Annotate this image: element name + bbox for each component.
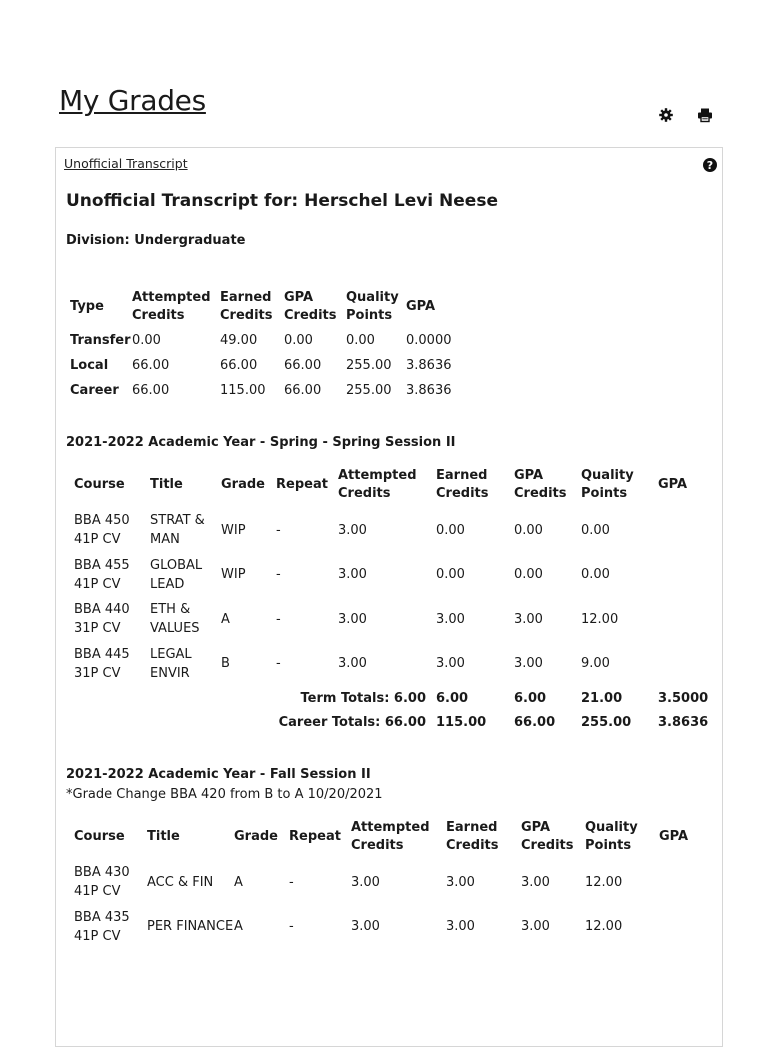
table-row	[74, 508, 710, 553]
course-code: BBA 445 31P CV	[74, 646, 130, 681]
table-row	[74, 553, 710, 598]
grade: A	[234, 919, 243, 935]
table-row	[74, 905, 710, 950]
cell: 66.00	[284, 383, 322, 398]
gpa	[658, 642, 710, 687]
quality-points: 12.00	[581, 611, 619, 627]
gpa-credits: 3.00	[514, 656, 543, 672]
row-type: Transfer	[70, 333, 131, 348]
term-totals-row	[74, 686, 710, 711]
transcript-heading: Unofficial Transcript for: Herschel Levi Neese	[66, 191, 498, 211]
grade: A	[234, 874, 243, 890]
course-code: BBA 430 41P CV	[74, 865, 130, 900]
col-header-title: Title	[150, 476, 183, 492]
career-totals-earned: 115.00	[436, 715, 487, 731]
course-title: PER FINANCE	[147, 919, 234, 935]
col-header-earned: Earned Credits	[220, 289, 273, 323]
gpa	[658, 553, 710, 598]
course-title: GLOBAL LEAD	[150, 557, 203, 592]
summary-table	[70, 286, 460, 403]
course-title: LEGAL ENVIR	[150, 646, 192, 681]
term-totals-quality-points: 21.00	[581, 690, 623, 706]
col-header-attempted: Attempted Credits	[132, 289, 211, 323]
cell: 0.0000	[406, 333, 452, 348]
table-row	[74, 860, 710, 905]
cell: 49.00	[220, 333, 258, 348]
col-header-repeat: Repeat	[276, 476, 328, 492]
row-type: Local	[70, 358, 109, 373]
col-header-quality-points: Quality Points	[346, 289, 399, 323]
attempted-credits: 3.00	[338, 656, 367, 672]
repeat: -	[276, 611, 281, 627]
term-course-table	[74, 814, 710, 949]
cell: 0.00	[132, 333, 161, 348]
grade-change-note: *Grade Change BBA 420 from B to A 10/20/2021	[66, 787, 383, 802]
earned-credits: 0.00	[436, 567, 465, 583]
course-code: BBA 455 41P CV	[74, 557, 130, 592]
career-totals-gpa: 3.8636	[658, 715, 709, 731]
col-header-grade: Grade	[221, 476, 265, 492]
col-header-attempted: Attempted Credits	[338, 467, 417, 501]
col-header-earned: Earned Credits	[446, 819, 499, 853]
term-totals-gpa: 3.5000	[658, 690, 709, 706]
term-totals-earned: 6.00	[436, 690, 469, 706]
term-title: 2021-2022 Academic Year - Spring - Spring Session II	[66, 435, 456, 450]
cell: 66.00	[220, 358, 258, 373]
cell: 3.8636	[406, 383, 452, 398]
gpa-credits: 3.00	[514, 611, 543, 627]
quality-points: 0.00	[581, 522, 610, 538]
gpa	[659, 860, 710, 905]
col-header-course: Course	[74, 828, 125, 844]
attempted-credits: 3.00	[338, 611, 367, 627]
col-header-earned: Earned Credits	[436, 467, 489, 501]
repeat: -	[276, 567, 281, 583]
repeat: -	[289, 874, 294, 890]
table-row	[70, 378, 460, 403]
course-header-row	[74, 814, 710, 860]
col-header-type: Type	[70, 298, 104, 314]
col-header-attempted: Attempted Credits	[351, 819, 430, 853]
page-title: My Grades	[59, 84, 206, 117]
table-row	[70, 353, 460, 378]
grade: WIP	[221, 522, 246, 538]
attempted-credits: 3.00	[338, 567, 367, 583]
gpa	[658, 597, 710, 642]
repeat: -	[289, 919, 294, 935]
gpa-credits: 3.00	[521, 919, 550, 935]
col-header-gpa-credits: GPA Credits	[284, 289, 337, 323]
cell: 66.00	[284, 358, 322, 373]
career-totals-quality-points: 255.00	[581, 715, 632, 731]
term-totals-label: Term Totals: 6.00	[300, 690, 426, 706]
transcript-panel	[55, 147, 723, 1047]
quality-points: 9.00	[581, 656, 610, 672]
attempted-credits: 3.00	[351, 874, 380, 890]
quality-points: 12.00	[585, 919, 623, 935]
col-header-gpa-credits: GPA Credits	[521, 819, 574, 853]
grade: B	[221, 656, 230, 672]
course-title: ETH & VALUES	[150, 602, 200, 637]
summary-header-row	[70, 286, 460, 328]
repeat: -	[276, 522, 281, 538]
col-header-grade: Grade	[234, 828, 278, 844]
cell: 255.00	[346, 383, 392, 398]
repeat: -	[276, 656, 281, 672]
gear-icon[interactable]	[658, 107, 674, 123]
quality-points: 12.00	[585, 874, 623, 890]
career-totals-label: Career Totals: 66.00	[278, 715, 426, 731]
earned-credits: 3.00	[446, 919, 475, 935]
cell: 115.00	[220, 383, 266, 398]
term-course-table	[74, 462, 710, 735]
col-header-gpa: GPA	[659, 828, 689, 844]
grade: A	[221, 611, 230, 627]
col-header-title: Title	[147, 828, 180, 844]
attempted-credits: 3.00	[351, 919, 380, 935]
gpa-credits: 0.00	[514, 522, 543, 538]
course-title: ACC & FIN	[147, 874, 214, 890]
question-circle-icon[interactable]	[702, 157, 718, 173]
col-header-gpa: GPA	[658, 476, 688, 492]
term-title: 2021-2022 Academic Year - Fall Session II	[66, 767, 371, 782]
cell: 66.00	[132, 383, 170, 398]
course-title: STRAT & MAN	[150, 513, 205, 548]
cell: 255.00	[346, 358, 392, 373]
col-header-quality-points: Quality Points	[585, 819, 638, 853]
col-header-repeat: Repeat	[289, 828, 341, 844]
grade: WIP	[221, 567, 246, 583]
col-header-gpa: GPA	[406, 298, 436, 314]
table-row	[70, 328, 460, 353]
unofficial-transcript-link[interactable]: Unofficial Transcript	[64, 156, 188, 171]
earned-credits: 0.00	[436, 522, 465, 538]
gpa	[658, 508, 710, 553]
gpa-credits: 0.00	[514, 567, 543, 583]
printer-icon[interactable]	[697, 107, 713, 123]
svg-text:?: ?	[706, 159, 714, 172]
table-row	[74, 642, 710, 687]
division-label: Division: Undergraduate	[66, 233, 246, 248]
gpa-credits: 3.00	[521, 874, 550, 890]
cell: 0.00	[346, 333, 375, 348]
cell: 66.00	[132, 358, 170, 373]
course-header-row	[74, 462, 710, 508]
cell: 0.00	[284, 333, 313, 348]
attempted-credits: 3.00	[338, 522, 367, 538]
earned-credits: 3.00	[436, 611, 465, 627]
course-code: BBA 435 41P CV	[74, 909, 130, 944]
course-code: BBA 450 41P CV	[74, 513, 130, 548]
cell: 3.8636	[406, 358, 452, 373]
col-header-course: Course	[74, 476, 125, 492]
earned-credits: 3.00	[436, 656, 465, 672]
row-type: Career	[70, 383, 119, 398]
quality-points: 0.00	[581, 567, 610, 583]
term-totals-gpa-credits: 6.00	[514, 690, 547, 706]
col-header-quality-points: Quality Points	[581, 467, 634, 501]
col-header-gpa-credits: GPA Credits	[514, 467, 567, 501]
career-totals-gpa-credits: 66.00	[514, 715, 556, 731]
table-row	[74, 597, 710, 642]
gpa	[659, 905, 710, 950]
course-code: BBA 440 31P CV	[74, 602, 130, 637]
earned-credits: 3.00	[446, 874, 475, 890]
career-totals-row	[74, 711, 710, 736]
